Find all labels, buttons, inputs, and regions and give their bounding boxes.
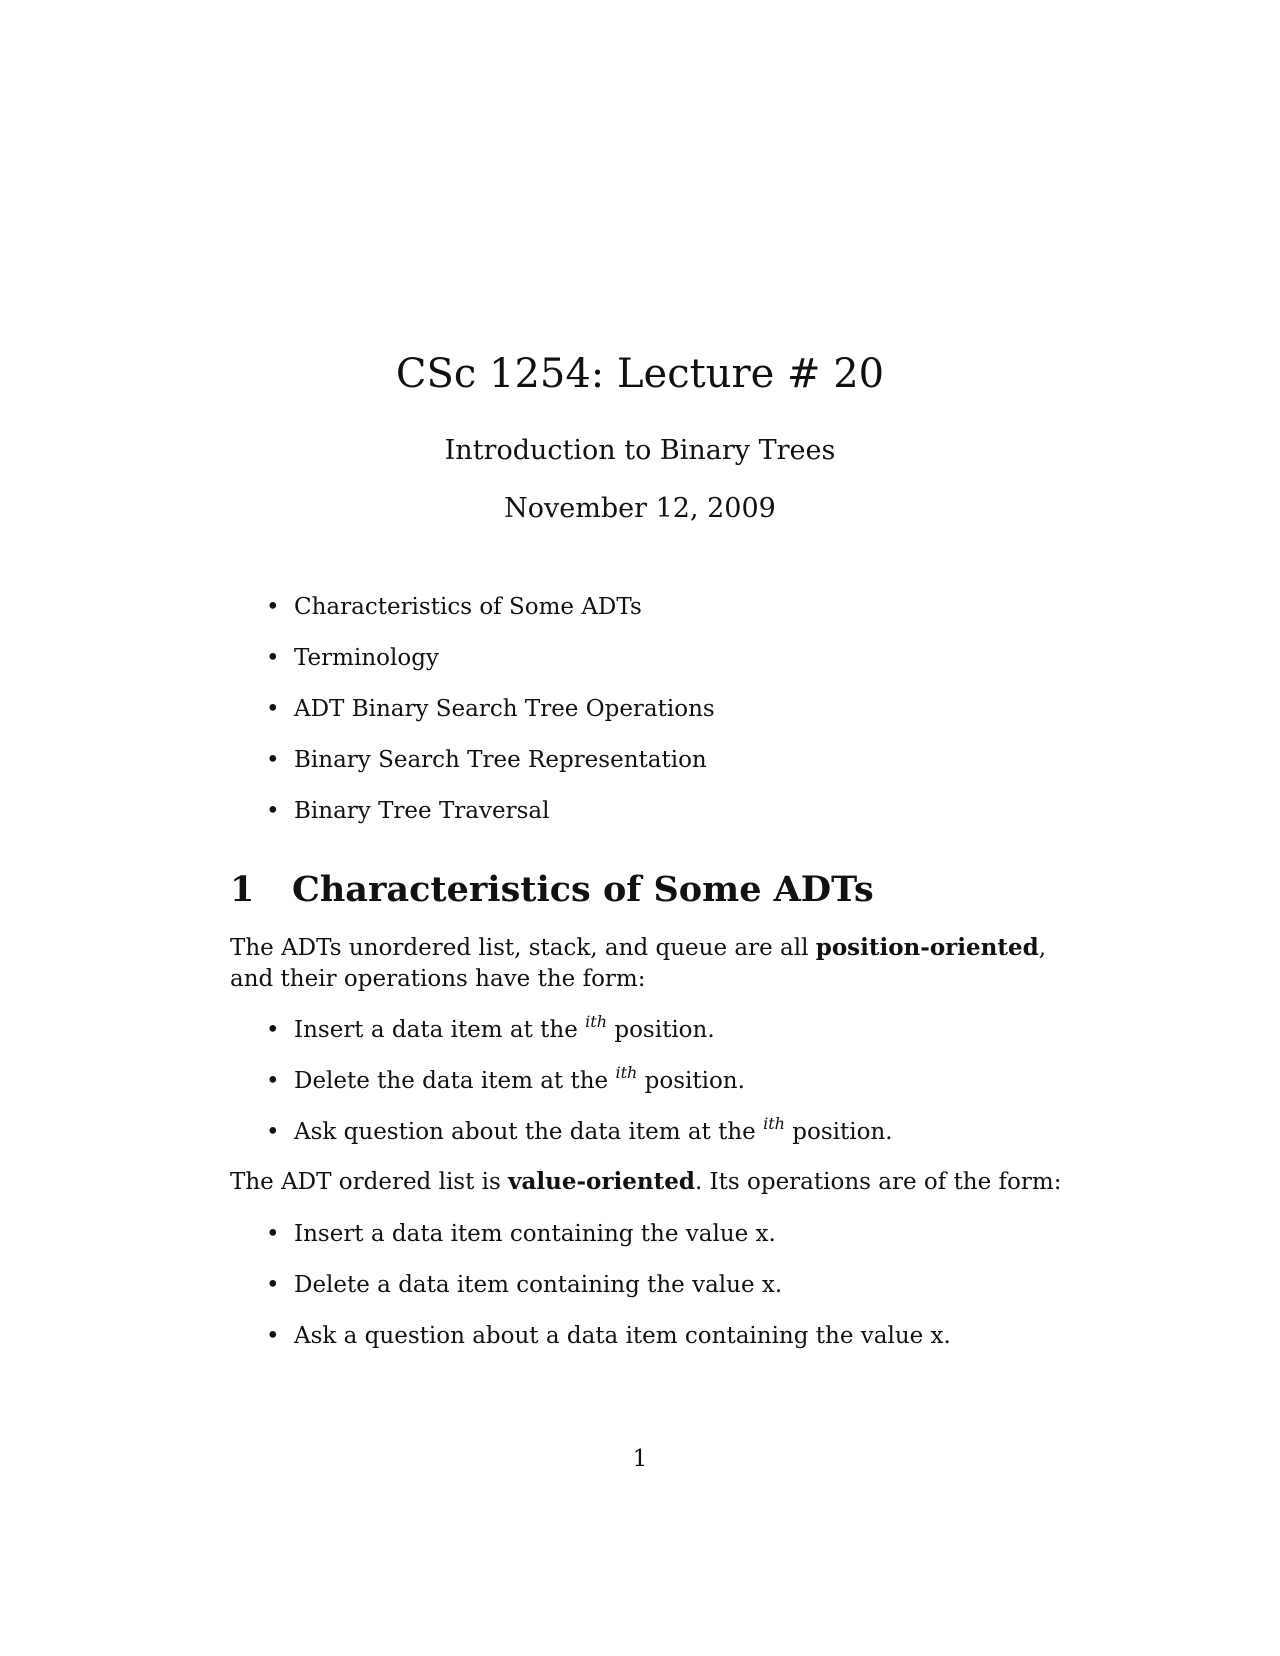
document-subtitle: Introduction to Binary Trees [444,435,836,466]
section-number: 1 [230,869,255,910]
math-superscript: ith [615,1063,638,1082]
bullet-icon: • [266,645,280,671]
list-item [266,694,715,724]
list-item [266,1114,893,1147]
list-item-text: Ask a question about a data item containing the value x. [294,1323,951,1349]
paragraph-text: The ADTs unordered list, stack, and queue are all [230,935,816,961]
list-item-text: Delete a data item containing the value x. [294,1272,783,1298]
section-title: Characteristics of Some ADTs [292,869,874,910]
list-item [266,796,715,826]
bullet-icon: • [266,1323,280,1349]
list-item-text: Binary Tree Traversal [294,798,550,824]
list-item-text: Ask question about the data item at the [294,1119,764,1145]
math-superscript: ith [585,1012,608,1031]
bullet-icon: • [266,696,280,722]
list-item-text: Delete the data item at the [294,1068,616,1094]
list-item-text: Characteristics of Some ADTs [294,594,642,620]
list-item [266,1270,951,1300]
bullet-icon: • [266,798,280,824]
bold-term: value-oriented [508,1168,695,1195]
list-item-text: ADT Binary Search Tree Operations [294,696,715,722]
paragraph-text: The ADT ordered list is [230,1169,509,1195]
list-item-text: position. [784,1119,893,1145]
document-date: November 12, 2009 [504,493,776,524]
paragraph-text: . Its operations are of the form: [694,1169,1062,1195]
paragraph-text: , and their operations have the form: [230,935,1047,992]
list-item-text: position. [607,1017,715,1043]
math-superscript: ith [763,1114,785,1133]
list-item [266,1321,951,1351]
bullet-icon: • [266,1119,280,1145]
list-item [266,1063,893,1096]
list-item [266,1219,951,1249]
value-operations-list [266,1219,951,1372]
list-item-text: Binary Search Tree Representation [294,747,707,773]
bullet-icon: • [266,1221,280,1247]
list-item-text: Terminology [294,645,439,671]
bullet-icon: • [266,747,280,773]
list-item-text: Insert a data item containing the value x. [294,1221,776,1247]
section-heading [230,868,874,912]
list-item [266,643,715,673]
page-number: 1 [632,1446,648,1472]
paragraph-value-oriented [230,1166,1062,1198]
list-item-text: position. [637,1068,745,1094]
positional-operations-list [266,1012,893,1168]
list-item [266,1012,893,1045]
bold-term: position-oriented [815,934,1039,961]
document-title: CSc 1254: Lecture # 20 [395,351,885,397]
list-item-text: Insert a data item at the [294,1017,586,1043]
topic-list [266,592,715,847]
bullet-icon: • [266,1017,280,1043]
bullet-icon: • [266,1068,280,1094]
list-item [266,745,715,775]
list-item [266,592,715,622]
bullet-icon: • [266,1272,280,1298]
bullet-icon: • [266,594,280,620]
paragraph-position-oriented [230,932,1050,995]
